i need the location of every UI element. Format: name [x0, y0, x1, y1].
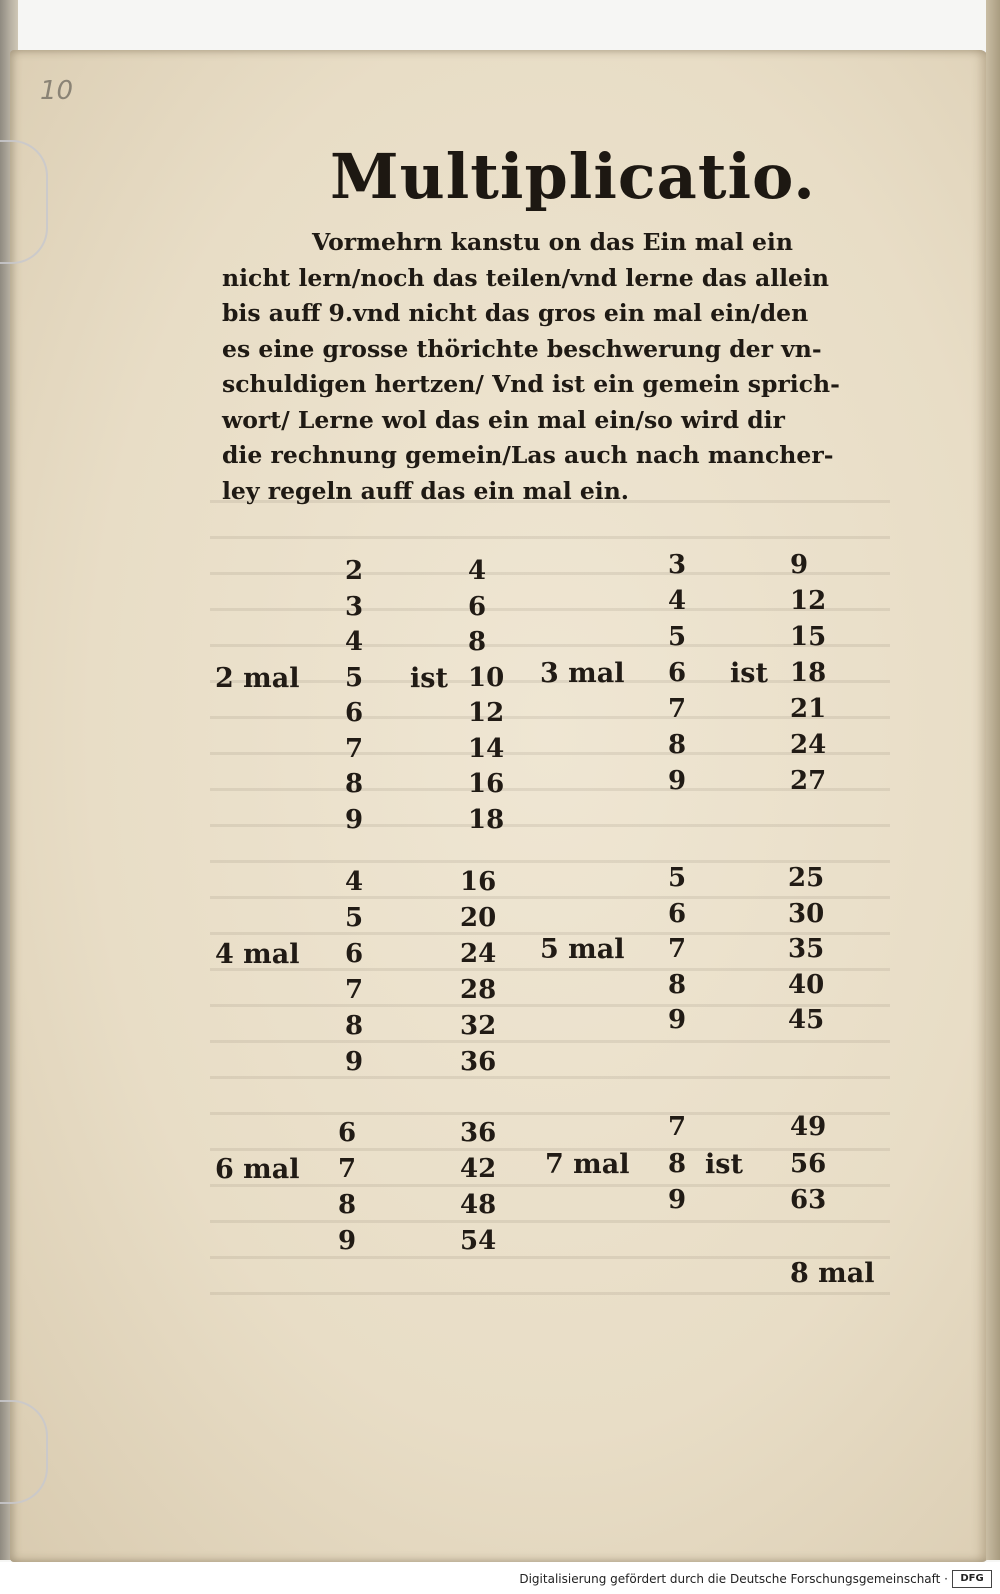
multiplier: 2 — [345, 556, 364, 586]
multiplier: 7 — [668, 1112, 687, 1142]
ist-word: ist — [730, 658, 768, 689]
product: 4 — [468, 556, 487, 586]
multiplier: 7 — [668, 934, 687, 964]
multiplier: 6 — [668, 898, 687, 929]
table-label: 2 mal — [215, 662, 300, 694]
intro-line: bis auff 9.vnd nicht das gros ein mal ein/den — [222, 299, 809, 327]
product: 24 — [790, 730, 827, 760]
multiplier: 9 — [345, 1047, 364, 1077]
product: 28 — [460, 975, 497, 1005]
multiplier: 9 — [668, 766, 687, 796]
multiplier: 4 — [345, 627, 364, 657]
product: 21 — [790, 694, 827, 724]
multiplier: 6 — [668, 658, 687, 688]
table-label: 3 mal — [540, 658, 625, 689]
multiplier: 8 — [338, 1190, 357, 1220]
intro-paragraph — [222, 225, 882, 509]
product: 48 — [460, 1190, 497, 1220]
multiplier: 7 — [338, 1154, 357, 1184]
product: 27 — [790, 766, 827, 796]
intro-line: nicht lern/noch das teilen/vnd lerne das allein — [222, 263, 830, 292]
multiplier: 5 — [345, 662, 364, 693]
product: 40 — [788, 969, 825, 1000]
product: 9 — [790, 550, 809, 580]
multiplier: 8 — [345, 1011, 364, 1041]
product: 45 — [788, 1005, 825, 1035]
product: 6 — [468, 591, 487, 622]
page-title: Multiplicatio. — [330, 140, 816, 213]
product: 35 — [788, 934, 825, 964]
table-label: 5 mal — [540, 934, 625, 965]
multiplier: 8 — [668, 969, 687, 1000]
product: 14 — [468, 733, 505, 764]
multiplier: 6 — [345, 698, 364, 728]
intro-line: es eine grosse thörichte beschwerung der vn- — [222, 334, 822, 363]
product: 8 — [468, 627, 487, 657]
table-label: 6 mal — [215, 1154, 300, 1185]
product: 36 — [460, 1118, 497, 1148]
clip-top — [0, 140, 48, 264]
page-edge — [986, 0, 1000, 1560]
product: 30 — [788, 898, 825, 929]
intro-line: wort/ Lerne wol das ein mal ein/so wird dir — [222, 405, 785, 434]
product: 63 — [790, 1185, 827, 1215]
intro-line: ley regeln auff das ein mal ein. — [222, 476, 629, 505]
product: 18 — [468, 804, 505, 835]
table-label: 4 mal — [215, 939, 300, 970]
table-label: 7 mal — [545, 1148, 630, 1180]
product: 10 — [468, 662, 505, 693]
product: 32 — [460, 1011, 497, 1041]
multiplier: 3 — [345, 591, 364, 622]
multiplier: 6 — [345, 939, 364, 969]
ist-word: ist — [705, 1148, 743, 1180]
intro-line: die rechnung gemein/Las auch nach mancher- — [222, 441, 834, 469]
footer — [0, 1562, 1000, 1594]
product: 24 — [460, 939, 497, 969]
product: 12 — [790, 586, 827, 616]
multiplier: 7 — [668, 694, 687, 724]
ist-word: ist — [410, 662, 448, 694]
multiplier: 8 — [345, 769, 364, 799]
product: 54 — [460, 1226, 497, 1256]
product: 16 — [468, 769, 505, 799]
multiplier: 4 — [345, 867, 364, 897]
intro-line: Vormehrn kanstu on das Ein mal ein — [312, 228, 793, 256]
product: 49 — [790, 1112, 827, 1142]
product: 25 — [788, 863, 825, 893]
product: 36 — [460, 1047, 497, 1077]
product: 56 — [790, 1148, 827, 1179]
dfg-logo: DFG — [952, 1570, 992, 1588]
product: 20 — [460, 903, 497, 933]
multiplier: 9 — [338, 1226, 357, 1256]
product: 18 — [790, 658, 827, 688]
product: 12 — [468, 698, 505, 728]
multiplier: 5 — [668, 622, 687, 652]
product: 42 — [460, 1154, 497, 1184]
product: 16 — [460, 867, 497, 897]
multiplier: 5 — [668, 863, 687, 893]
multiplier: 9 — [668, 1185, 687, 1215]
multiplier: 7 — [345, 733, 364, 764]
multiplier: 8 — [668, 730, 687, 760]
multiplier: 9 — [345, 804, 364, 835]
multiplier: 4 — [668, 586, 687, 616]
multiplier: 9 — [668, 1005, 687, 1035]
product: 15 — [790, 622, 827, 652]
multiplier: 8 — [668, 1148, 687, 1179]
multiplier: 6 — [338, 1118, 357, 1148]
clip-bottom — [0, 1400, 48, 1504]
catchword: 8 mal — [790, 1258, 875, 1289]
footer-text: Digitalisierung gefördert durch die Deutsche Forschungsgemeinschaft · — [519, 1572, 948, 1586]
multiplier: 5 — [345, 903, 364, 933]
multiplier: 7 — [345, 975, 364, 1005]
page-number: 10 — [40, 76, 74, 106]
multiplier: 3 — [668, 550, 687, 580]
intro-line: schuldigen hertzen/ Vnd ist ein gemein sprich- — [222, 370, 840, 398]
